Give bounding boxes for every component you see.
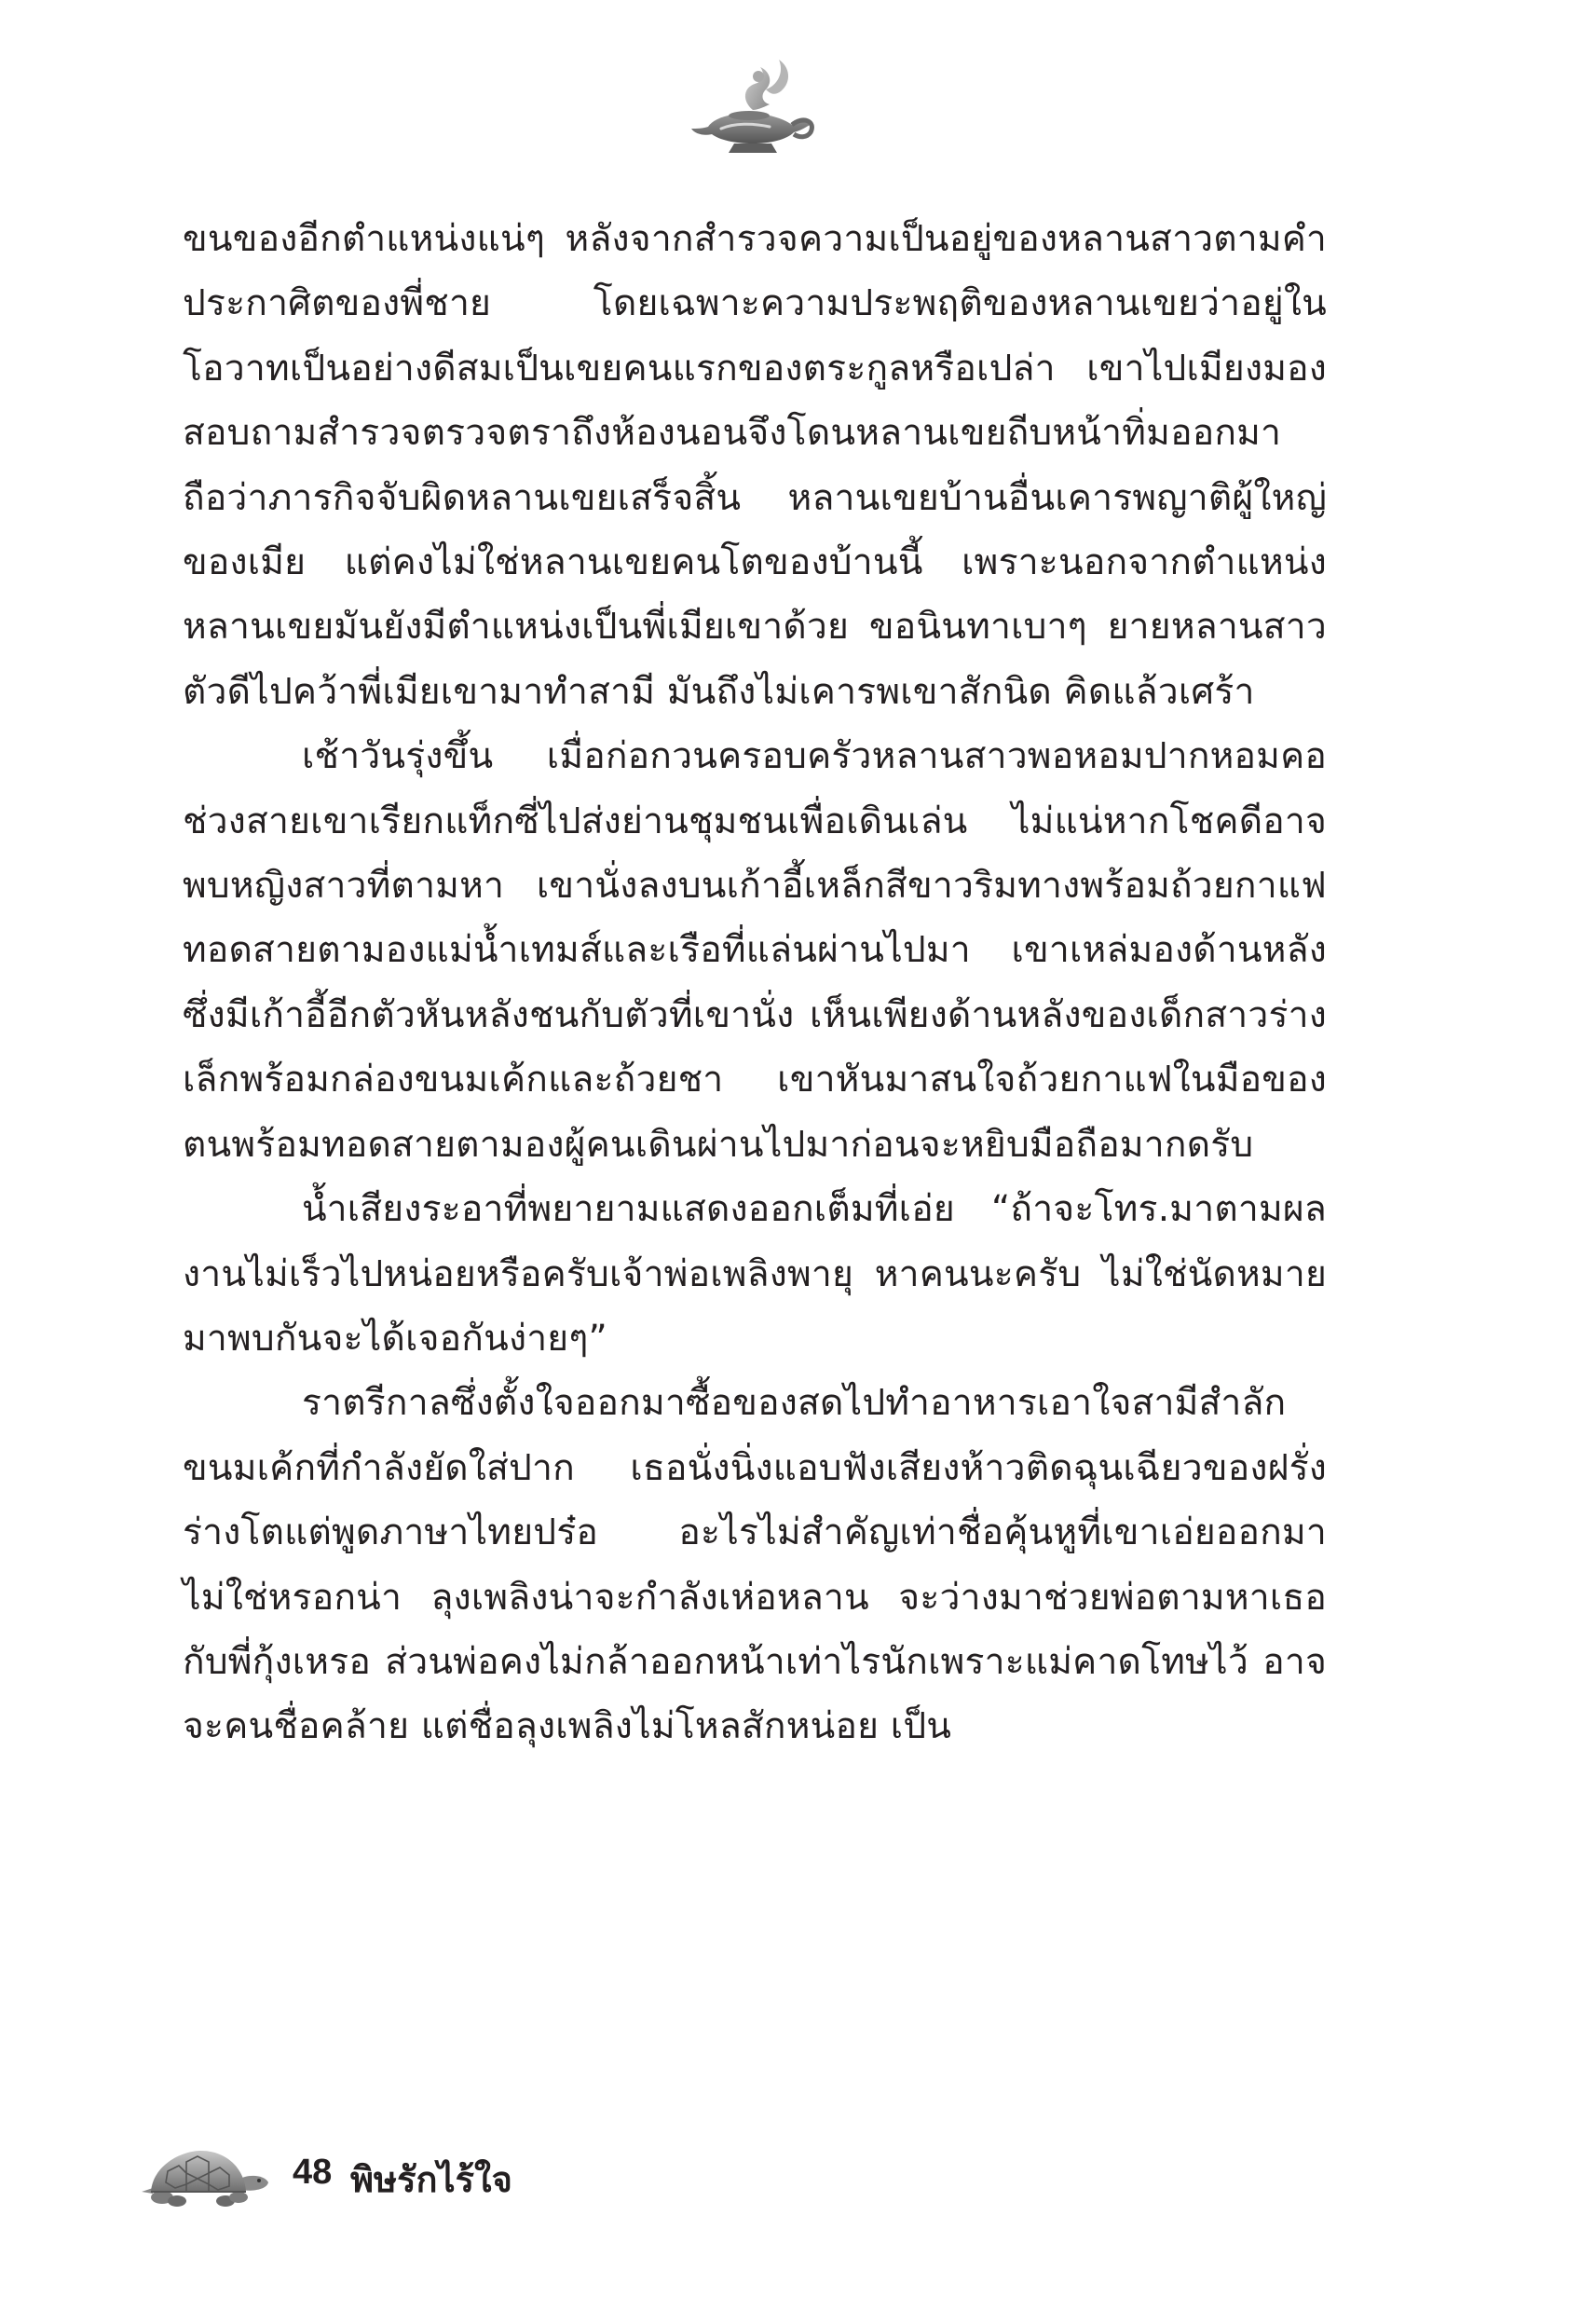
page-number: 48: [293, 2153, 333, 2192]
paragraph-1: ขนของอีกตำแหน่งแน่ๆ หลังจากสำรวจความเป็นอยู่ของหลานสาวตามคำประกาศิตของพี่ชาย โดยเฉพาะความประพฤติของหลานเขยว่าอยู่ในโอวาทเป็นอย่างดีสมเป็นเขยคนแรกของตระกูลหรือเปล่า เขาไปเมียงมองสอบถามสำรวจตรวจตราถึงห้องนอนจึงโดนหลานเขยถีบหน้าทิ่มออกมา ถือว่าภารกิจจับผิดหลานเขยเสร็จสิ้น หลานเขยบ้านอื่นเคารพญาติผู้ใหญ่ของเมีย แต่คงไม่ใช่หลานเขยคนโตของบ้านนี้ เพราะนอกจากตำแหน่งหลานเขยมันยังมีตำแหน่งเป็นพี่เมียเขาด้วย ขอนินทาเบาๆ ยายหลานสาวตัวดีไปคว้าพี่เมียเขามาทำสามี มันถึงไม่เคารพเขาสักนิด คิดแล้วเศร้า: [183, 218, 1327, 713]
book-title: พิษรักไร้ใจ: [350, 2159, 512, 2200]
paragraph-2: เช้าวันรุ่งขึ้น เมื่อก่อกวนครอบครัวหลานสาวพอหอมปากหอมคอช่วงสายเขาเรียกแท็กซี่ไปส่งย่านชุมชนเพื่อเดินเล่น ไม่แน่หากโชคดีอาจพบหญิงสาวที่ตามหา เขานั่งลงบนเก้าอี้เหล็กสีขาวริมทางพร้อมถ้วยกาแฟ ทอดสายตามองแม่น้ำเทมส์และเรือที่แล่นผ่านไปมา เขาเหล่มองด้านหลังซึ่งมีเก้าอี้อีกตัวหันหลังชนกับตัวที่เขานั่ง เห็นเพียงด้านหลังของเด็กสาวร่างเล็กพร้อมกล่องขนมเค้กและถ้วยชา เขาหันมาสนใจถ้วยกาแฟในมือของตนพร้อมทอดสายตามองผู้คนเดินผ่านไปมาก่อนจะหยิบมือถือมากดรับ: [183, 735, 1327, 1166]
body-text: [183, 207, 1327, 1759]
paragraph-3: น้ำเสียงระอาที่พยายามแสดงออกเต็มที่เอ่ย “ถ้าจะโทร.มาตามผลงานไม่เร็วไปหน่อยหรือครับเจ้าพ่อเพลิงพายุ หาคนนะครับ ไม่ใช่นัดหมายมาพบกันจะได้เจอกันง่ายๆ”: [183, 1188, 1327, 1360]
page-footer: [140, 2134, 792, 2218]
turtle-icon: [140, 2143, 270, 2210]
paragraph-4: ราตรีกาลซึ่งตั้งใจออกมาซื้อของสดไปทำอาหารเอาใจสามีสำลักขนมเค้กที่กำลังยัดใส่ปาก เธอนั่งนิ่งแอบฟังเสียงห้าวติดฉุนเฉียวของฝรั่งร่างโตแต่พูดภาษาไทยปร๋อ อะไรไม่สำคัญเท่าชื่อคุ้นหูที่เขาเอ่ยออกมา ไม่ใช่หรอกน่า ลุงเพลิงน่าจะกำลังเห่อหลาน จะว่างมาช่วยพ่อตามหาเธอกับพี่กุ้งเหรอ ส่วนพ่อคงไม่กล้าออกหน้าเท่าไรนักเพราะแม่คาดโทษไว้ อาจจะคนชื่อคล้าย แต่ชื่อลุงเพลิงไม่โหลสักหน่อย เป็น: [183, 1382, 1327, 1748]
genie-lamp-icon: [688, 54, 818, 157]
